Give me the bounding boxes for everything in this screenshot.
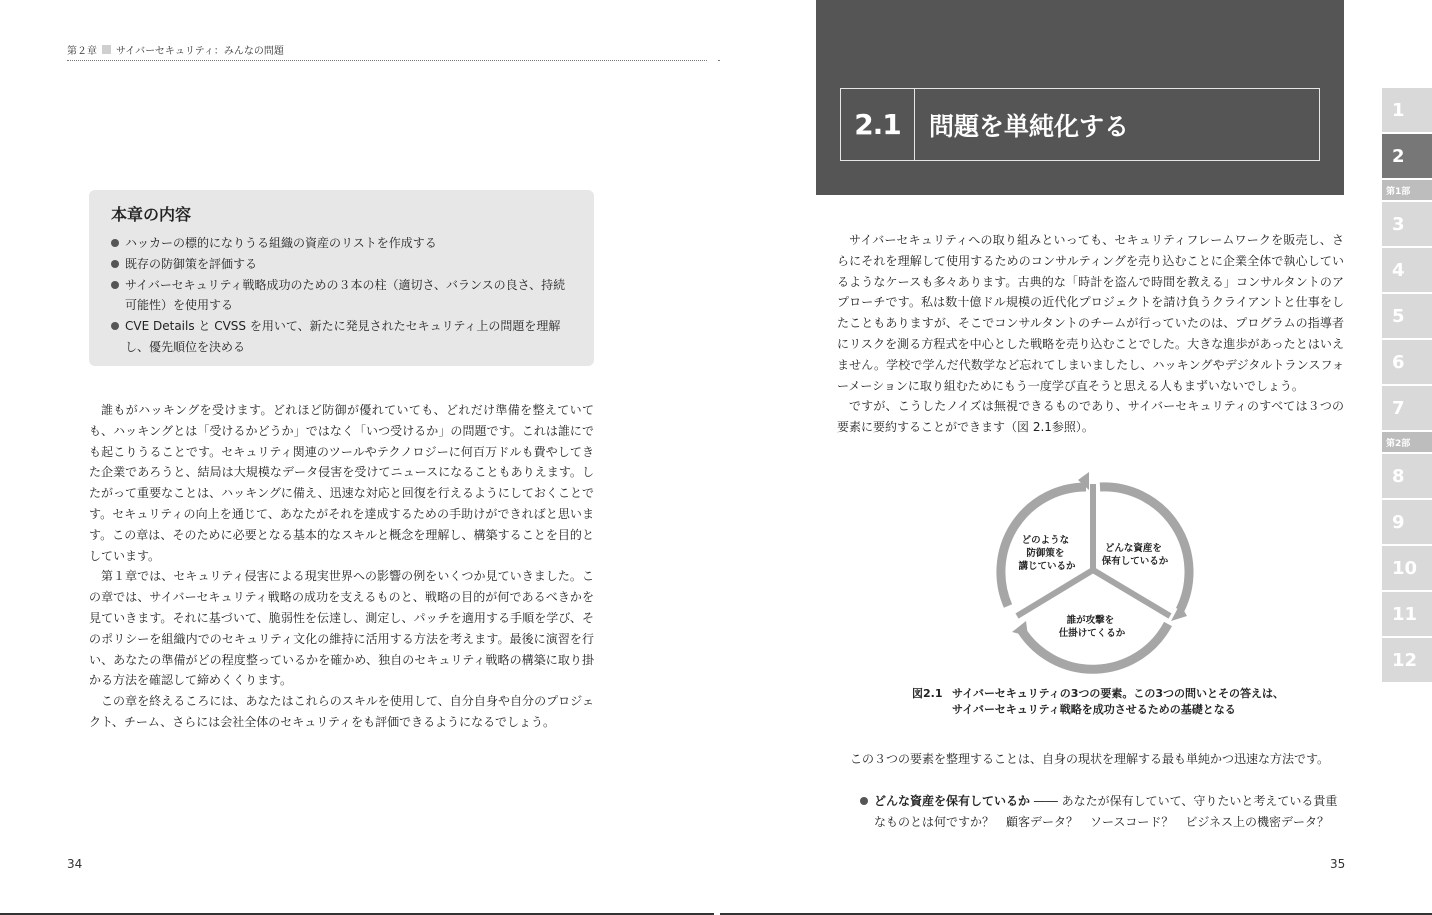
cycle-diagram: [990, 470, 1195, 675]
summary-item: [111, 316, 574, 358]
section-number: 2.1: [854, 108, 901, 141]
section-title-box: [840, 88, 1320, 161]
chapter-tab-9[interactable]: 9: [1382, 500, 1432, 544]
bullet-dot-icon: [111, 322, 119, 330]
chapter-tab-11[interactable]: 11: [1382, 592, 1432, 636]
summary-list: [111, 233, 574, 358]
figure-number: 図2.1: [912, 687, 943, 700]
caption-line-2: サイバーセキュリティ戦略を成功させるための基礎となる: [952, 703, 1236, 716]
divider-line-left: [1017, 570, 1093, 616]
left-body-text: [89, 400, 594, 733]
diagram-label-defense: どのような 防御策を 講じているか: [1018, 535, 1076, 572]
page-number-right: 35: [1330, 857, 1346, 871]
arrow-head-left-icon: [1012, 621, 1028, 636]
summary-item-text: サイバーセキュリティ戦略成功のための３本の柱（適切さ、バランスの良さ、持続可能性）を使用する: [125, 277, 566, 313]
bullet-dot-icon: [111, 281, 119, 289]
chapter-tab-2[interactable]: 2: [1382, 134, 1432, 178]
chapter-tab-12[interactable]: 12: [1382, 638, 1432, 682]
part-tab-2: 第2部: [1382, 432, 1432, 452]
chapter-tab-3[interactable]: 3: [1382, 202, 1432, 246]
diagram-label-attacker: 誰が攻撃を 仕掛けてくるか: [1058, 615, 1126, 639]
running-header: [67, 42, 284, 57]
summary-item-text: 既存の防御策を評価する: [125, 256, 258, 271]
body-paragraph: 誰もがハッキングを受けます。どれほど防御が優れていても、どれだけ準備を整えていても、ハッキングとは「受けるかどうか」ではなく「いつ受けるか」の問題です。これは誰にでも起こりうることです。セキュリティ関連のツールやテクノロジーに何百万ドルも費やしてきた企業であろうと、結局は大規模なデータ侵害を受けてニュースになることもありえます。したがって重要なことは、ハッキングに備え、迅速な対応と回復を行えるようにしておくことです。セキュリティの向上を通じて、あなたがそれを達成するための手助けができればと思います。この章は、そのために必要となる基本的なスキルと概念を理解し、構築することを目的としています。: [89, 403, 594, 563]
chapter-tab-8[interactable]: 8: [1382, 454, 1432, 498]
divider-line-right: [1093, 570, 1170, 616]
right-body-text: [837, 230, 1344, 438]
chapter-tabs: [1382, 88, 1432, 684]
page-number-left: 34: [67, 857, 83, 871]
summary-title: 本章の内容: [111, 205, 192, 224]
bullet-dot-icon: [111, 260, 119, 268]
part-tab-1: 第1部: [1382, 180, 1432, 200]
section-heading: 問題を単純化する: [929, 111, 1130, 141]
body-paragraph: サイバーセキュリティへの取り組みといっても、セキュリティフレームワークを販売し、さらにそれを理解して使用するためのコンサルティングを売り込むことに企業全体で執心しているようなケースも多々あります。古典的な「時計を盗んで時間を教える」コンサルタントのアプローチです。私は数十億ドル規模の近代化プロジェクトを請け負うクライアントと仕事をしたこともありますが、そこでコンサルタントのチームが行っていたのは、プログラムの指導者にリスクを測る方程式を中心とした戦略を売り込むことでした。大きな進歩があったとはいえません。学校で学んだ代数学など忘れてしまいましたし、ハッキングやデジタルトランスフォーメーションに取り組むためにもう一度学び直そうと思える人もまずいないでしょう。: [837, 233, 1344, 393]
header-chapter: 第２章: [67, 46, 97, 57]
body-paragraph: 第１章では、セキュリティ侵害による現実世界への影響の例をいくつか見ていきました。この章では、サイバーセキュリティ戦略の成功を支えるものと、戦略の目的が何であるべきかを見ていきます。それに基づいて、脆弱性を伝達し、測定し、パッチを適用する手順を学び、そのポリシーを組織内でのセキュリティ文化の維持に活用する方法を考えます。最後に演習を行い、あなたの準備がどの程度整っているかを確かめ、独自のセキュリティ戦略の構築に取り掛かる方法を確認して締めくくります。: [89, 569, 594, 688]
chapter-summary-box: [89, 190, 594, 366]
bullet-text: あなたが保有していて、守りたいと考えている貴重なものとは何ですか？ 顧客データ？ ソースコード？ ビジネス上の機密データ？: [874, 794, 1338, 829]
summary-item-text: ハッカーの標的になりうる組織の資産のリストを作成する: [125, 236, 437, 250]
caption-line-1: サイバーセキュリティの3つの要素。この3つの問いとその答えは、: [952, 687, 1284, 700]
header-square-icon: [102, 45, 111, 54]
body-paragraph: この章を終えるころには、あなたはこれらのスキルを使用して、自分自身や自分のプロジェクト、チーム、さらには会社全体のセキュリティをも評価できるようになるでしょう。: [89, 694, 594, 729]
chapter-tab-5[interactable]: 5: [1382, 294, 1432, 338]
chapter-tab-1[interactable]: 1: [1382, 88, 1432, 132]
figure-caption: [912, 686, 1332, 718]
summary-item-text: CVE Details と CVSS を用いて、新たに発見されたセキュリティ上の問題を理解し、優先順位を決める: [125, 319, 561, 354]
chapter-tab-6[interactable]: 6: [1382, 340, 1432, 384]
diagram-label-assets: どんな資産を 保有しているか: [1101, 543, 1169, 567]
asset-bullet: [860, 791, 1346, 833]
body-paragraph: ですが、こうしたノイズは無視できるものであり、サイバーセキュリティのすべては３つの要素に要約することができます（図 2.1参照）。: [837, 399, 1344, 435]
chapter-tab-7[interactable]: 7: [1382, 386, 1432, 430]
header-rule: [67, 60, 707, 61]
summary-item: [111, 275, 574, 317]
bullet-dot-icon: [111, 239, 119, 247]
summary-item: [111, 254, 574, 275]
arc-segment-left: [1001, 487, 1086, 606]
bullet-dot-icon: [860, 797, 868, 805]
bullet-term: どんな資産を保有しているか: [874, 794, 1031, 808]
header-title: サイバーセキュリティ：みんなの問題: [116, 46, 284, 57]
bullet-dash: ――: [1033, 794, 1058, 808]
chapter-tab-4[interactable]: 4: [1382, 248, 1432, 292]
summary-sentence: この３つの要素を整理することは、自身の現状を理解する最も単純かつ迅速な方法です。: [850, 752, 1330, 766]
summary-item: [111, 233, 574, 254]
chapter-tab-10[interactable]: 10: [1382, 546, 1432, 590]
